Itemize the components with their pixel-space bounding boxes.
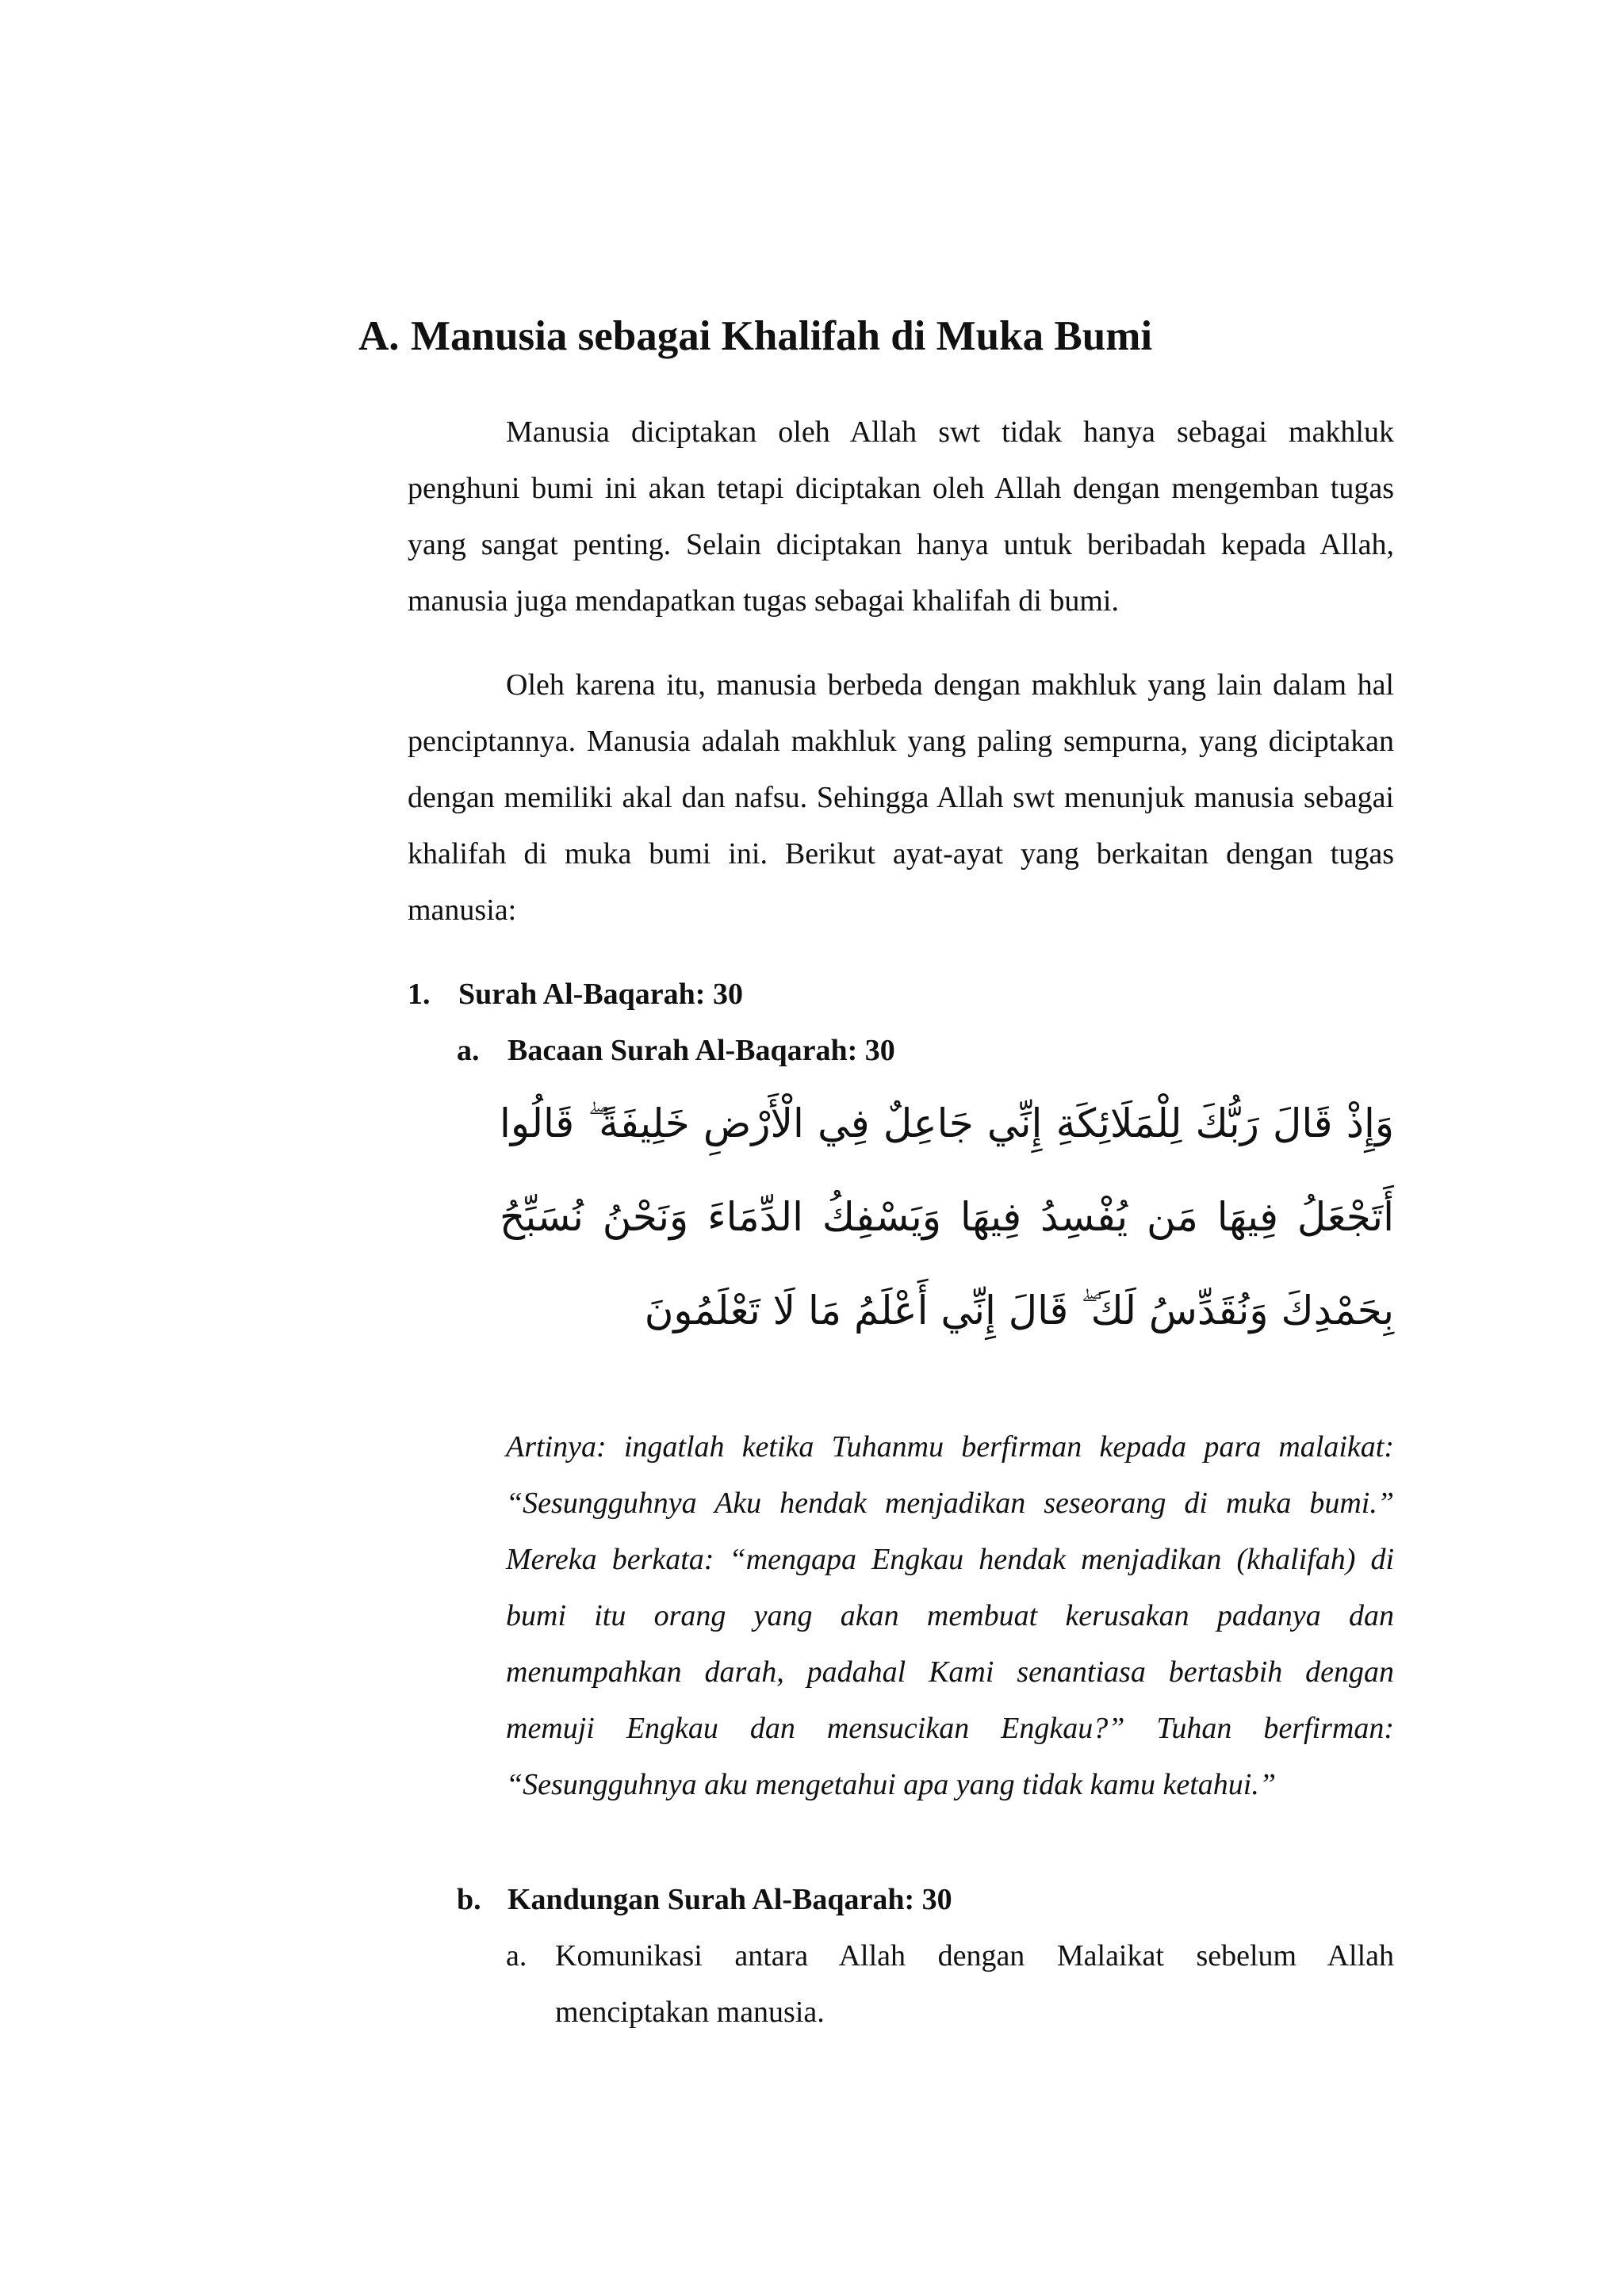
section-heading-number: A.	[358, 313, 400, 359]
verse-translation: Artinya: ingatlah ketika Tuhanmu berfirman kepada para malaikat: “Sesungguhnya Aku hendak menjadikan seseorang di muka bumi.” Mereka berkata: “mengapa Engkau hendak menjadikan (khalifah) di bumi itu orang yang akan membuat kerusakan padanya dan menumpahkan darah, padahal Kami senantiasa bertasbih dengan memuji Engkau dan mensucikan Engkau?” Tuhan berfirman: “Sesungguhnya aku mengetahui apa yang tidak kamu ketahui.”	[506, 1430, 1394, 1801]
sublist-item-number: b.	[457, 1883, 481, 1916]
arabic-verse: وَإِذْ قَالَ رَبُّكَ لِلْمَلَائِكَةِ إِنِّي جَاعِلٌ فِي الْأَرْضِ خَلِيفَةً ۖ قَالُوا أَتَجْعَلُ فِيهَا مَن يُفْسِدُ فِيهَا وَيَسْفِكُ الدِّمَاءَ وَنَحْنُ نُسَبِّحُ بِحَمْدِكَ وَنُقَدِّسُ لَكَ ۖ قَالَ إِنِّي أَعْلَمُ مَا لَا تَعْلَمُونَ	[500, 1100, 1394, 1334]
sublist-item-bacaan	[457, 1025, 895, 1076]
paragraph-2: Oleh karena itu, manusia berbeda dengan makhluk yang lain dalam hal penciptannya. Manusia adalah makhluk yang paling sempurna, yang diciptakan dengan memiliki akal dan nafsu. Sehingga Allah swt menunjuk manusia sebagai khalifah di muka bumi ini. Berikut ayat-ayat yang berkaitan dengan tugas manusia:	[408, 668, 1394, 927]
sublist-item-kandungan	[457, 1874, 952, 1925]
section-heading-title: Manusia sebagai Khalifah di Muka Bumi	[411, 313, 1153, 359]
list-item-title: Surah Al-Baqarah: 30	[458, 978, 743, 1011]
sublist-item-title: Bacaan Surah Al-Baqarah: 30	[508, 1034, 895, 1067]
section-heading	[358, 311, 1152, 362]
list-item-surah-al-baqarah	[408, 969, 743, 1020]
kandungan-item	[506, 1928, 1394, 2041]
kandungan-item-text: Komunikasi antara Allah dengan Malaikat sebelum Allah menciptakan manusia.	[555, 1939, 1394, 2029]
kandungan-item-number: a.	[506, 1939, 527, 1973]
sublist-item-number: a.	[457, 1034, 480, 1067]
paragraph-1: Manusia diciptakan oleh Allah swt tidak hanya sebagai makhluk penghuni bumi ini akan tetapi diciptakan oleh Allah dengan mengemban tugas yang sangat penting. Selain diciptakan hanya untuk beribadah kepada Allah, manusia juga mendapatkan tugas sebagai khalifah di bumi.	[408, 415, 1394, 618]
sublist-item-title: Kandungan Surah Al-Baqarah: 30	[508, 1883, 952, 1916]
list-item-number: 1.	[408, 978, 431, 1011]
